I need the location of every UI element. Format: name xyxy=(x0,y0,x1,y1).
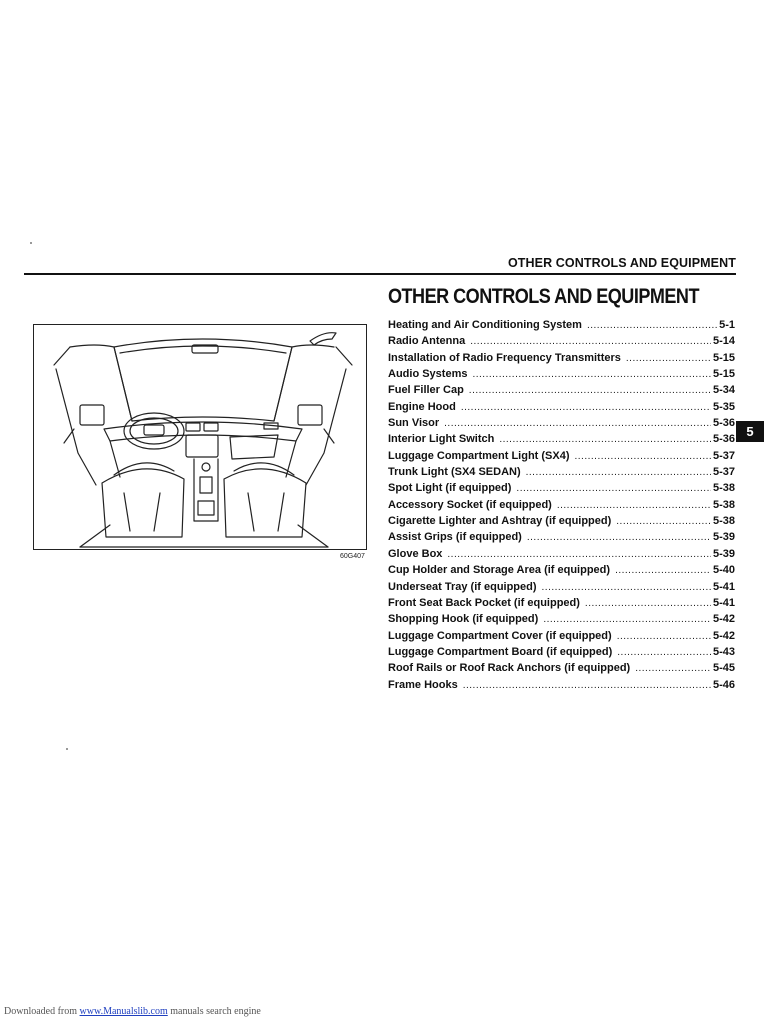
header-rule xyxy=(24,273,736,275)
toc-item[interactable] xyxy=(388,662,735,678)
toc-leader xyxy=(461,402,711,413)
toc-item-page: 5-38 xyxy=(712,482,735,495)
toc-item-title: Heating and Air Conditioning System xyxy=(388,319,582,331)
toc-item[interactable] xyxy=(388,319,735,335)
toc-item-title: Shopping Hook (if equipped) xyxy=(388,613,539,626)
toc-item-page: 5-36 xyxy=(712,433,735,446)
car-interior-illustration-icon xyxy=(34,325,368,551)
toc-item-page: 5-43 xyxy=(712,645,735,658)
toc-item-title: Interior Light Switch xyxy=(388,433,495,446)
scan-speck xyxy=(66,748,68,750)
toc-leader xyxy=(469,385,711,396)
toc-item-page: 5-35 xyxy=(712,400,735,413)
toc-leader xyxy=(626,353,711,364)
footer-prefix: Downloaded from xyxy=(4,1006,80,1017)
toc-item[interactable] xyxy=(388,679,735,695)
toc-item-title: Luggage Compartment Board (if equipped) xyxy=(388,645,613,658)
toc-leader xyxy=(616,516,711,527)
toc-item[interactable] xyxy=(388,613,735,629)
toc-leader xyxy=(463,680,711,691)
toc-item[interactable] xyxy=(388,597,735,613)
footer-link[interactable]: www.Manualslib.com xyxy=(79,1006,168,1017)
toc-leader xyxy=(617,631,711,642)
toc-item[interactable] xyxy=(388,352,735,368)
toc-item[interactable] xyxy=(388,433,735,449)
toc-item-title: Luggage Compartment Cover (if equipped) xyxy=(388,629,612,642)
toc-item[interactable] xyxy=(388,482,735,498)
footer-suffix: manuals search engine xyxy=(167,1006,261,1017)
toc-item-page: 5-15 xyxy=(712,368,735,381)
toc-leader xyxy=(527,532,711,543)
toc-item-title: Luggage Compartment Light (SX4) xyxy=(388,449,570,462)
toc-leader xyxy=(516,483,711,494)
running-header: OTHER CONTROLS AND EQUIPMENT xyxy=(507,256,736,270)
toc-item-title: Engine Hood xyxy=(388,400,456,413)
toc-leader xyxy=(470,336,711,347)
toc-item-page: 5-41 xyxy=(712,580,735,593)
section-title: OTHER CONTROLS AND EQUIPMENT xyxy=(388,285,699,308)
toc-item-page: 5-37 xyxy=(712,449,735,462)
toc-item-page: 5-42 xyxy=(712,613,735,626)
toc-leader xyxy=(472,369,711,380)
toc-item[interactable] xyxy=(388,581,735,597)
toc-item[interactable] xyxy=(388,450,735,466)
figure-frame xyxy=(33,324,367,550)
toc-item[interactable] xyxy=(388,417,735,433)
toc-leader xyxy=(617,647,711,658)
toc-item-page: 5-46 xyxy=(712,678,735,691)
toc-item-page: 5-42 xyxy=(712,629,735,642)
toc-leader xyxy=(447,549,711,560)
toc-leader xyxy=(526,467,711,478)
toc-leader xyxy=(635,663,711,674)
toc-item-title: Assist Grips (if equipped) xyxy=(388,531,522,544)
toc-leader xyxy=(543,614,711,625)
toc-item-page: 5-1 xyxy=(719,319,735,331)
toc-leader xyxy=(585,598,711,609)
toc-item-page: 5-45 xyxy=(712,662,735,675)
table-of-contents xyxy=(388,319,735,695)
toc-item-title: Spot Light (if equipped) xyxy=(388,482,512,495)
toc-item-title: Front Seat Back Pocket (if equipped) xyxy=(388,596,580,609)
toc-item[interactable] xyxy=(388,564,735,580)
toc-leader xyxy=(587,320,717,331)
toc-leader xyxy=(499,434,711,445)
toc-item[interactable] xyxy=(388,368,735,384)
toc-item[interactable] xyxy=(388,548,735,564)
scan-speck xyxy=(30,242,32,244)
toc-item[interactable] xyxy=(388,499,735,515)
toc-item-title: Cigarette Lighter and Ashtray (if equipped) xyxy=(388,515,612,528)
toc-item-page: 5-41 xyxy=(712,596,735,609)
toc-item-title: Installation of Radio Frequency Transmitters xyxy=(388,351,621,364)
toc-item[interactable] xyxy=(388,531,735,547)
toc-leader xyxy=(444,418,711,429)
toc-item[interactable] xyxy=(388,630,735,646)
toc-item[interactable] xyxy=(388,384,735,400)
toc-item-page: 5-40 xyxy=(712,564,735,577)
footer xyxy=(4,1006,261,1017)
toc-item-page: 5-36 xyxy=(712,417,735,430)
toc-leader xyxy=(542,582,711,593)
toc-item[interactable] xyxy=(388,335,735,351)
toc-item[interactable] xyxy=(388,515,735,531)
toc-item-title: Sun Visor xyxy=(388,417,440,430)
toc-item-title: Radio Antenna xyxy=(388,335,466,348)
toc-item-title: Audio Systems xyxy=(388,368,468,381)
toc-item-page: 5-15 xyxy=(712,351,735,364)
toc-item-page: 5-38 xyxy=(712,498,735,511)
toc-item-title: Underseat Tray (if equipped) xyxy=(388,580,537,593)
toc-item-page: 5-39 xyxy=(712,547,735,560)
toc-item-page: 5-38 xyxy=(712,515,735,528)
toc-item-title: Frame Hooks xyxy=(388,678,458,691)
toc-leader xyxy=(557,500,711,511)
toc-item-title: Cup Holder and Storage Area (if equipped) xyxy=(388,564,611,577)
chapter-tab: 5 xyxy=(736,421,764,442)
toc-item[interactable] xyxy=(388,466,735,482)
toc-item-title: Accessory Socket (if equipped) xyxy=(388,498,552,511)
toc-item[interactable] xyxy=(388,401,735,417)
toc-item-page: 5-37 xyxy=(712,466,735,479)
toc-item-title: Roof Rails or Roof Rack Anchors (if equipped) xyxy=(388,662,631,675)
toc-item[interactable] xyxy=(388,646,735,662)
figure-code: 60G407 xyxy=(340,553,365,560)
toc-item-page: 5-39 xyxy=(712,531,735,544)
toc-item-page: 5-14 xyxy=(712,335,735,348)
toc-leader xyxy=(575,451,711,462)
toc-item-page: 5-34 xyxy=(712,384,735,397)
toc-leader xyxy=(615,565,711,576)
toc-item-title: Fuel Filler Cap xyxy=(388,384,464,397)
toc-item-title: Glove Box xyxy=(388,547,443,560)
toc-item-title: Trunk Light (SX4 SEDAN) xyxy=(388,466,521,479)
